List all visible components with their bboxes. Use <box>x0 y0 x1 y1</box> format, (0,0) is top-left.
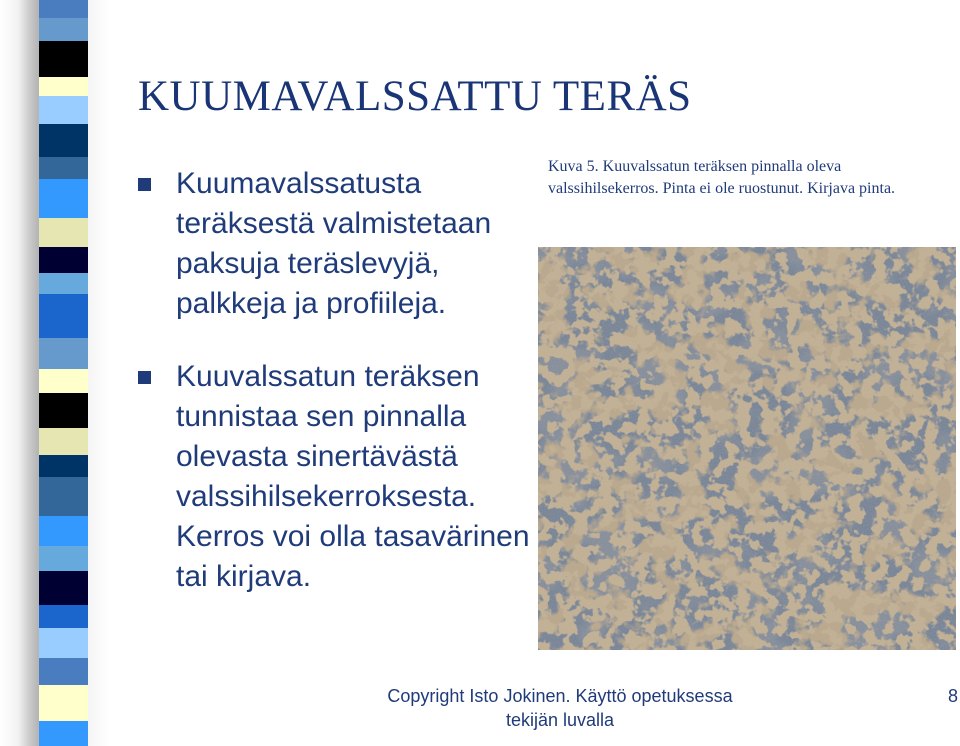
bullet-point-2 <box>138 357 538 597</box>
stripe-block <box>39 428 88 455</box>
stripe-block <box>39 658 88 685</box>
stripe-block <box>39 179 88 218</box>
stripe-block <box>39 369 88 393</box>
bullet-text-2: Kuuvalssatun teräksen tunnistaa sen pinnalla olevasta sinertävästä valssihilsekerroksesta. Kerros voi olla tasavärinen tai kirjava. <box>176 360 530 593</box>
stripe-block <box>39 393 88 428</box>
stripe-block <box>39 96 88 123</box>
square-bullet-icon <box>138 178 151 191</box>
stripe-block <box>39 294 88 337</box>
slide-title: KUUMAVALSSATTU TERÄS <box>138 73 692 120</box>
stripe-block <box>39 18 88 42</box>
steel-surface-photo <box>538 247 956 650</box>
stripe-block <box>39 516 88 545</box>
stripe-block <box>39 273 88 295</box>
footer-copyright: Copyright Isto Jokinen. Käyttö opetuksessa tekijän luvalla <box>387 686 733 730</box>
bullet-text-1: Kuumavalssatusta teräksestä valmistetaan paksuja teräslevyjä, palkkeja ja profiileja. <box>176 167 492 320</box>
stripe-block <box>39 685 88 720</box>
stripe-block <box>39 721 88 746</box>
stripe-block <box>39 571 88 604</box>
square-bullet-icon <box>138 371 151 384</box>
stripe-block <box>39 628 88 657</box>
bullet-point-1 <box>138 164 538 324</box>
stripe-block <box>39 124 88 157</box>
stripe-block <box>39 0 88 18</box>
stripe-block <box>39 157 88 179</box>
stripe-block <box>39 546 88 572</box>
stripe-block <box>39 605 88 629</box>
stripe-block <box>39 477 88 516</box>
stripe-block <box>39 41 88 76</box>
stripe-block <box>39 218 88 247</box>
stripe-block <box>39 77 88 97</box>
stripe-block <box>39 455 88 477</box>
image-caption: Kuva 5. Kuuvalssatun teräksen pinnalla oleva valssihilsekerros. Pinta ei ole ruostunut. Kirjava pinta. <box>548 158 896 197</box>
left-decorative-stripe <box>39 0 88 746</box>
page-number: 8 <box>947 686 958 706</box>
stripe-block <box>39 247 88 273</box>
stripe-block <box>39 338 88 369</box>
